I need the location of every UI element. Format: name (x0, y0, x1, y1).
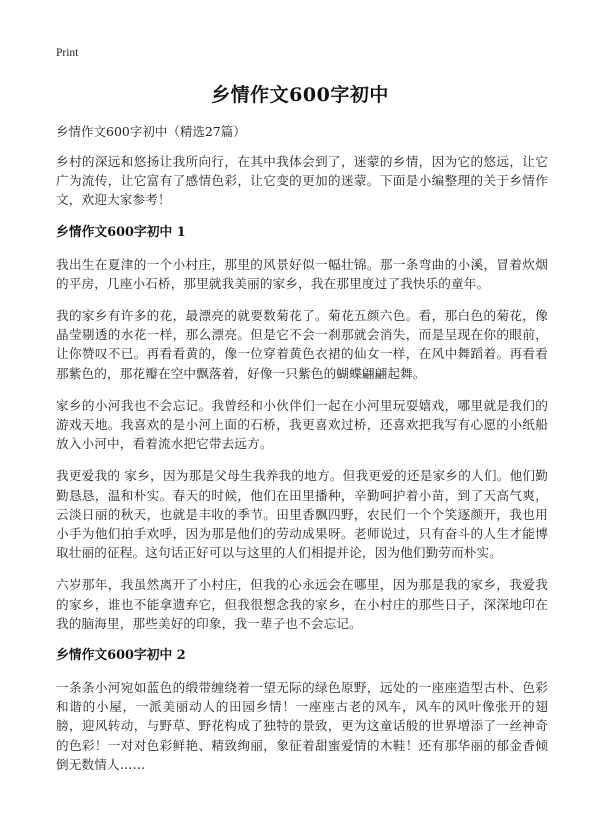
page-title: 乡情作文600字初中 (211, 84, 389, 106)
section-paragraph: 我出生在夏津的一个小村庄，那里的风景好似一幅壮锦。那一条弯曲的小溪，冒着炊烟的平房，几座小石桥，那里就我美丽的家乡，我在那里度过了我快乐的童年。 (56, 256, 548, 291)
section-heading: 乡情作文600字初中 2 (56, 648, 186, 664)
section-paragraph: 六岁那年，我虽然离开了小村庄，但我的心永远会在哪里，因为那是我的家乡，我爱我的家乡，谁也不能拿遗弃它，但我很想念我的家乡，在小村庄的那些日子，深深地印在我的脑海里，那些美好的印象，我一辈子也不会忘记。 (56, 577, 548, 631)
section-paragraph: 我更爱我的 家乡，因为那是父母生我养我的地方。但我更爱的还是家乡的人们。他们勤勤恳恳，温和朴实。春天的时候，他们在田里播种，辛勤呵护着小苗，到了天高气爽，云淡日丽的秋天，也就是丰收的季节。田里香飘四野，农民们一个个笑逐颜开，我也用小手为他们拍手欢呼，因为那是他们的劳动成果呀。老师说过，只有奋斗的人生才能博取壮丽的征程。这句话正好可以与这里的人们相提并论，因为他们勤劳而朴实。 (56, 468, 548, 561)
page-subtitle: 乡情作文600字初中（精选27篇） (56, 124, 246, 139)
section-paragraph: 一条条小河宛如蓝色的缎带缠绕着一望无际的绿色原野，远处的一座座造型古朴、色彩和谐的小屋，一派美丽动人的田园乡情！一座座古老的风车，风车的风叶像张开的翅膀，迎风转动，与野草、野花构成了独特的景致，更为这童话般的世界增添了一丝神奇的色彩！一对对色彩鲜艳、精致绚丽，象征着甜蜜爱情的木鞋！还有那华丽的郁金香倾倒无数情人…… (56, 680, 548, 772)
section-paragraph: 我的家乡有许多的花，最漂亮的就要数菊花了。菊花五颜六色。看，那白色的菊花，像晶莹剔透的水花一样，那么漂亮。但是它不会一刹那就会消失，而是呈现在你的眼前，让你赞叹不已。再看看黄的，像一位穿着黄色衣裙的仙女一样，在风中舞蹈着。再看看那紫色的，那花瓣在空中飘落着，好像一只紫色的蝴蝶翩翩起舞。 (56, 308, 548, 381)
intro-paragraph: 乡村的深远和悠扬让我所向行，在其中我体会到了，迷蒙的乡情，因为它的悠远，让它广为流传，让它富有了感情色彩，让它变的更加的迷蒙。下面是小编整理的关于乡情作文，欢迎大家参考！ (56, 154, 548, 208)
article-body (56, 152, 548, 787)
print-link[interactable]: Print (56, 47, 79, 59)
section-heading: 乡情作文600字初中 1 (56, 224, 186, 240)
section-paragraph: 家乡的小河我也不会忘记。我曾经和小伙伴们一起在小河里玩耍嬉戏，哪里就是我们的游戏天地。我喜欢的是小河上面的石桥，我更喜欢过桥，还喜欢把我写有心愿的小纸船放入小河中，看着流水把它带去远方。 (56, 397, 548, 452)
